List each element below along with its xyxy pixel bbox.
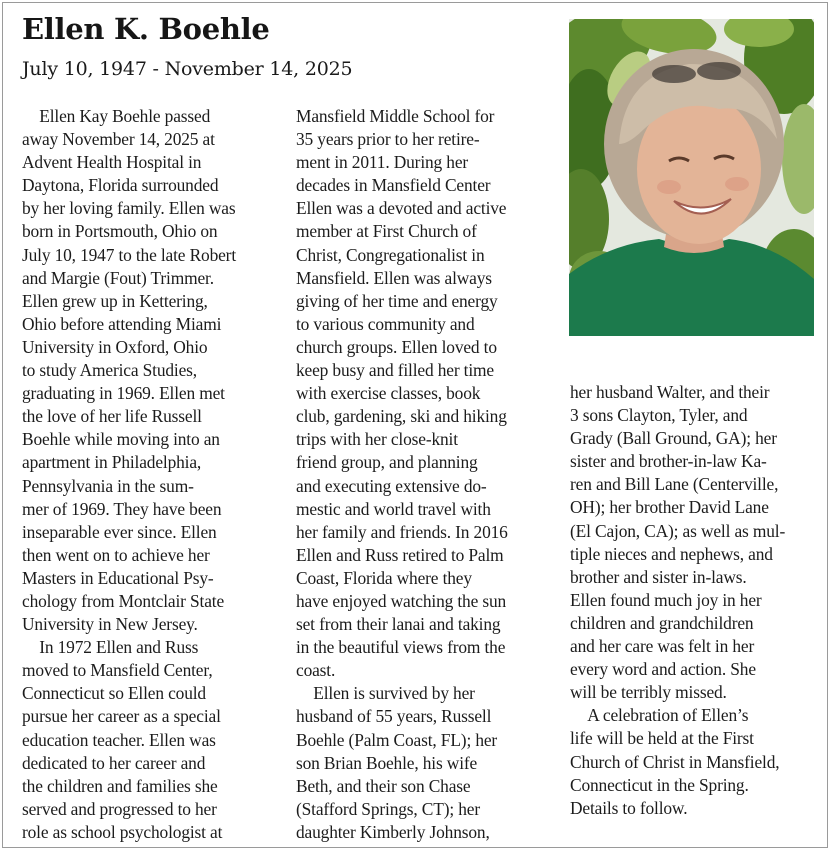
text-line: Coast, Florida where they [296,567,472,588]
text-line: away November 14, 2025 at [22,129,215,150]
text-line: decades in Mansfield Center [296,175,491,196]
text-line: friend group, and planning [296,452,478,473]
text-line: in the beautiful views from the [296,637,506,658]
obituary-name: Ellen K. Boehle [22,12,270,46]
text-line: every word and action. She [570,659,756,680]
text-line: trips with her close-knit [296,429,458,450]
text-line: Church of Christ in Mansfield, [570,751,780,772]
text-line: mestic and world travel with [296,498,491,519]
text-line: 3 sons Clayton, Tyler, and [570,405,748,426]
text-line: children and grandchildren [570,612,754,633]
text-line: to various community and [296,313,475,334]
text-line: keep busy and filled her time [296,360,494,381]
text-line: her family and friends. In 2016 [296,521,508,542]
portrait-photo [569,19,814,336]
text-line: Ellen is survived by her [296,683,475,704]
text-column-2 [296,105,554,844]
text-line: chology from Montclair State [22,590,225,611]
text-line: inseparable ever since. Ellen [22,521,217,542]
text-line: her husband Walter, and their [570,382,770,402]
text-line: Masters in Educational Psy- [22,567,214,588]
text-line: Details to follow. [570,797,688,818]
text-line: role as school psychologist at [22,821,223,842]
text-line: 35 years prior to her retire- [296,129,480,150]
text-line: church groups. Ellen loved to [296,336,497,357]
text-line: and executing extensive do- [296,475,487,496]
text-line: pursue her career as a special [22,706,221,727]
text-line: daughter Kimberly Johnson, [296,821,490,842]
text-line: with exercise classes, book [296,383,481,404]
text-line: giving of her time and energy [296,290,498,311]
text-line: Ellen was a devoted and active [296,198,507,219]
text-line: moved to Mansfield Center, [22,660,213,681]
text-line: sister and brother-in-law Ka- [570,451,767,472]
text-line: Christ, Congregationalist in [296,244,485,265]
text-line: Ellen and Russ retired to Palm [296,544,504,565]
text-line: A celebration of Ellen’s [570,705,749,726]
text-line: Ohio before attending Miami [22,313,222,334]
text-column-1 [22,105,280,844]
text-line: husband of 55 years, Russell [296,706,492,727]
text-line: University in Oxford, Ohio [22,336,208,357]
text-line: Ellen Kay Boehle passed [22,106,211,126]
text-line: (Stafford Springs, CT); her [296,798,481,819]
text-line: Boehle while moving into an [22,429,220,450]
text-line: In 1972 Ellen and Russ [22,637,199,658]
text-line: ren and Bill Lane (Centerville, [570,474,779,495]
text-line: Grady (Ball Ground, GA); her [570,428,777,449]
text-line: mer of 1969. They have been [22,498,222,519]
text-line: OH); her brother David Lane [570,497,769,518]
text-line: and Margie (Fout) Trimmer. [22,267,214,288]
text-line: born in Portsmouth, Ohio on [22,221,218,242]
text-line: served and progressed to her [22,798,217,819]
obituary-dates: July 10, 1947 - November 14, 2025 [22,58,353,80]
text-line: then went on to achieve her [22,544,210,565]
text-line: by her loving family. Ellen was [22,198,236,219]
text-line: (El Cajon, CA); as well as mul- [570,520,786,541]
text-line: Connecticut so Ellen could [22,683,206,704]
text-line: Pennsylvania in the sum- [22,475,194,496]
text-line: tiple nieces and nephews, and [570,543,773,564]
text-line: will be terribly missed. [570,682,727,703]
text-line: the children and families she [22,775,218,796]
text-line: member at First Church of [296,221,477,242]
text-line: Daytona, Florida surrounded [22,175,219,196]
text-line: Connecticut in the Spring. [570,774,749,795]
text-column-3 [570,381,828,820]
text-line: education teacher. Ellen was [22,729,216,750]
text-line: graduating in 1969. Ellen met [22,383,225,404]
text-line: coast. [296,660,336,681]
text-line: to study America Studies, [22,360,197,381]
text-line: Ellen grew up in Kettering, [22,290,208,311]
text-line: University in New Jersey. [22,614,198,635]
text-line: the love of her life Russell [22,406,202,427]
text-line: and her care was felt in her [570,636,755,657]
text-line: ment in 2011. During her [296,152,469,173]
text-line: Boehle (Palm Coast, FL); her [296,729,498,750]
text-line: dedicated to her career and [22,752,206,773]
text-line: life will be held at the First [570,728,754,749]
text-line: Advent Health Hospital in [22,152,202,173]
text-line: Beth, and their son Chase [296,775,471,796]
text-line: apartment in Philadelphia, [22,452,202,473]
text-line: Mansfield. Ellen was always [296,267,492,288]
text-line: brother and sister in-laws. [570,566,747,587]
text-line: set from their lanai and taking [296,614,501,635]
text-line: club, gardening, ski and hiking [296,406,507,427]
text-line: son Brian Boehle, his wife [296,752,478,773]
text-line: July 10, 1947 to the late Robert [22,244,237,265]
text-line: Ellen found much joy in her [570,589,762,610]
text-line: Mansfield Middle School for [296,106,495,126]
text-line: have enjoyed watching the sun [296,590,507,611]
